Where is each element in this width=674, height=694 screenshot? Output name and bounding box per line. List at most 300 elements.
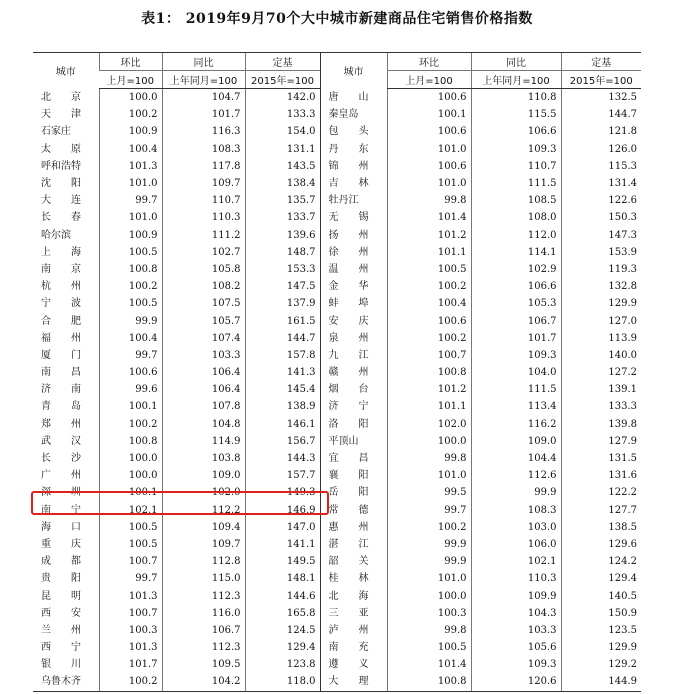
right-mom-cell: 101.0 (387, 175, 471, 192)
right-base-cell: 144.9 (561, 673, 641, 691)
left-mom-cell: 102.1 (99, 502, 162, 519)
right-city-cell: 烟 台 (320, 381, 387, 398)
table-row (33, 364, 641, 381)
left-city-cell: 天 津 (41, 109, 81, 121)
right-city-cell: 三 亚 (320, 605, 387, 622)
right-yoy-cell: 108.3 (471, 502, 561, 519)
left-mom-cell: 100.8 (99, 433, 162, 450)
right-city-cell: 牡丹江 (320, 192, 387, 209)
left-base-cell: 142.0 (245, 89, 320, 107)
left-base-cell: 138.9 (245, 398, 320, 415)
right-city-cell: 北 海 (320, 587, 387, 604)
left-mom-cell: 100.8 (99, 261, 162, 278)
right-city-cell: 唐 山 (320, 89, 387, 107)
right-mom-cell: 102.0 (387, 416, 471, 433)
right-base-cell: 122.6 (561, 192, 641, 209)
left-yoy-cell: 115.0 (162, 570, 245, 587)
left-yoy-cell: 109.7 (162, 175, 245, 192)
left-base-cell: 149.3 (245, 484, 320, 501)
table-row (33, 106, 641, 123)
table-row (33, 656, 641, 673)
right-city-cell: 丹 东 (320, 141, 387, 158)
left-yoy-cell: 109.5 (162, 656, 245, 673)
left-mom-cell: 101.7 (99, 656, 162, 673)
right-city-cell: 襄 阳 (320, 467, 387, 484)
left-base-cell: 156.7 (245, 433, 320, 450)
table-row (33, 175, 641, 192)
left-base-cell: 124.5 (245, 622, 320, 639)
left-base-cell: 123.8 (245, 656, 320, 673)
right-city-cell: 安 庆 (320, 312, 387, 329)
left-city-cell: 合 肥 (41, 315, 81, 327)
left-city-cell: 青 岛 (41, 401, 81, 413)
left-base-cell: 135.7 (245, 192, 320, 209)
table-row (33, 553, 641, 570)
right-city-cell: 泸 州 (320, 622, 387, 639)
left-yoy-cell: 107.8 (162, 398, 245, 415)
left-base-cell: 144.3 (245, 450, 320, 467)
right-base-cell: 132.8 (561, 278, 641, 295)
right-city-cell: 九 江 (320, 347, 387, 364)
left-mom-cell: 100.0 (99, 450, 162, 467)
right-base-cell: 129.4 (561, 570, 641, 587)
price-index-table (33, 52, 641, 692)
right-mom-cell: 99.9 (387, 536, 471, 553)
left-city-cell: 沈 阳 (41, 178, 81, 190)
right-city-cell: 赣 州 (320, 364, 387, 381)
left-base-cell: 148.7 (245, 244, 320, 261)
right-city-cell: 遵 义 (320, 656, 387, 673)
left-city-cell: 南 宁 (41, 504, 81, 516)
left-city-cell: 上 海 (41, 246, 81, 258)
right-yoy-cell: 104.0 (471, 364, 561, 381)
left-base-cell: 139.6 (245, 227, 320, 244)
left-base-cell: 148.1 (245, 570, 320, 587)
right-yoy-cell: 103.0 (471, 519, 561, 536)
table-row (33, 381, 641, 398)
right-city-cell: 锦 州 (320, 158, 387, 175)
left-base-cell: 149.5 (245, 553, 320, 570)
right-yoy-cell: 111.5 (471, 175, 561, 192)
left-base-cell: 131.1 (245, 141, 320, 158)
right-mom-cell: 99.8 (387, 450, 471, 467)
left-mom-cell: 100.1 (99, 398, 162, 415)
right-base-cell: 140.0 (561, 347, 641, 364)
right-yoy-cell: 104.4 (471, 450, 561, 467)
left-mom-cell: 100.4 (99, 330, 162, 347)
right-base-cell: 123.5 (561, 622, 641, 639)
left-mom-cell: 101.3 (99, 158, 162, 175)
right-base-cell: 127.7 (561, 502, 641, 519)
table-row (33, 416, 641, 433)
left-mom-cell: 100.5 (99, 519, 162, 536)
left-base-cell: 146.1 (245, 416, 320, 433)
left-base-cell: 129.4 (245, 639, 320, 656)
header-yoy-sub-right: 上年同月=100 (471, 71, 561, 89)
right-base-cell: 131.4 (561, 175, 641, 192)
left-base-cell: 141.1 (245, 536, 320, 553)
right-mom-cell: 99.5 (387, 484, 471, 501)
right-base-cell: 119.3 (561, 261, 641, 278)
left-mom-cell: 101.0 (99, 209, 162, 226)
left-mom-cell: 101.3 (99, 587, 162, 604)
table-row (33, 587, 641, 604)
right-yoy-cell: 103.3 (471, 622, 561, 639)
left-mom-cell: 99.7 (99, 347, 162, 364)
left-city-cell: 西 宁 (41, 642, 81, 654)
left-city-cell: 南 京 (41, 263, 81, 275)
left-city-cell: 兰 州 (41, 624, 81, 636)
left-yoy-cell: 110.3 (162, 209, 245, 226)
left-city-cell: 大 连 (41, 195, 81, 207)
right-mom-cell: 101.2 (387, 227, 471, 244)
right-mom-cell: 101.1 (387, 398, 471, 415)
table-body (33, 89, 641, 692)
left-base-cell: 143.5 (245, 158, 320, 175)
left-city-cell: 厦 门 (41, 349, 81, 361)
table-row (33, 450, 641, 467)
left-base-cell: 144.7 (245, 330, 320, 347)
page-title: 表1： 2019年9月70个大中城市新建商品住宅销售价格指数 (141, 11, 533, 27)
left-mom-cell: 99.6 (99, 381, 162, 398)
right-yoy-cell: 105.3 (471, 295, 561, 312)
right-base-cell: 139.8 (561, 416, 641, 433)
left-mom-cell: 100.9 (99, 227, 162, 244)
left-yoy-cell: 109.4 (162, 519, 245, 536)
right-mom-cell: 100.2 (387, 519, 471, 536)
left-yoy-cell: 116.0 (162, 605, 245, 622)
left-base-cell: 145.4 (245, 381, 320, 398)
left-city-cell: 深 圳 (41, 487, 81, 499)
right-base-cell: 150.9 (561, 605, 641, 622)
right-base-cell: 127.2 (561, 364, 641, 381)
left-yoy-cell: 112.2 (162, 502, 245, 519)
right-city-cell: 包 头 (320, 123, 387, 140)
left-yoy-cell: 106.4 (162, 381, 245, 398)
left-mom-cell: 100.6 (99, 364, 162, 381)
left-base-cell: 146.9 (245, 502, 320, 519)
left-base-cell: 153.3 (245, 261, 320, 278)
left-city-cell: 呼和浩特 (41, 160, 81, 172)
table-row (33, 123, 641, 140)
right-yoy-cell: 110.7 (471, 158, 561, 175)
table-row (33, 330, 641, 347)
right-mom-cell: 101.2 (387, 381, 471, 398)
left-city-cell: 杭 州 (41, 281, 81, 293)
table-row (33, 605, 641, 622)
table-row (33, 673, 641, 691)
left-yoy-cell: 103.3 (162, 347, 245, 364)
right-mom-cell: 100.2 (387, 330, 471, 347)
table-row (33, 158, 641, 175)
right-mom-cell: 100.1 (387, 106, 471, 123)
right-yoy-cell: 110.3 (471, 570, 561, 587)
left-city-cell: 郑 州 (41, 418, 81, 430)
right-yoy-cell: 102.1 (471, 553, 561, 570)
right-yoy-cell: 106.0 (471, 536, 561, 553)
right-base-cell: 129.2 (561, 656, 641, 673)
right-base-cell: 131.5 (561, 450, 641, 467)
right-yoy-cell: 99.9 (471, 484, 561, 501)
right-city-cell: 金 华 (320, 278, 387, 295)
table-row (33, 433, 641, 450)
left-yoy-cell: 103.8 (162, 450, 245, 467)
left-city-cell: 哈尔滨 (41, 229, 71, 241)
right-mom-cell: 101.0 (387, 141, 471, 158)
right-base-cell: 121.8 (561, 123, 641, 140)
right-city-cell: 济 宁 (320, 398, 387, 415)
right-mom-cell: 101.0 (387, 570, 471, 587)
right-yoy-cell: 111.5 (471, 381, 561, 398)
header-mom-left: 环比 (99, 53, 162, 71)
right-city-cell: 徐 州 (320, 244, 387, 261)
right-mom-cell: 100.7 (387, 347, 471, 364)
right-base-cell: 139.1 (561, 381, 641, 398)
left-base-cell: 147.0 (245, 519, 320, 536)
left-city-cell: 北 京 (41, 91, 81, 103)
header-base-right: 定基 (561, 53, 641, 71)
left-yoy-cell: 106.4 (162, 364, 245, 381)
right-yoy-cell: 112.0 (471, 227, 561, 244)
left-mom-cell: 100.7 (99, 605, 162, 622)
left-yoy-cell: 105.8 (162, 261, 245, 278)
table-row (33, 141, 641, 158)
right-base-cell: 129.9 (561, 295, 641, 312)
left-yoy-cell: 116.3 (162, 123, 245, 140)
header-base-left: 定基 (245, 53, 320, 71)
header-yoy-left: 同比 (162, 53, 245, 71)
table-row (33, 312, 641, 329)
left-base-cell: 147.5 (245, 278, 320, 295)
right-base-cell: 138.5 (561, 519, 641, 536)
left-mom-cell: 100.2 (99, 278, 162, 295)
left-base-cell: 137.9 (245, 295, 320, 312)
right-base-cell: 126.0 (561, 141, 641, 158)
right-yoy-cell: 106.6 (471, 123, 561, 140)
left-base-cell: 161.5 (245, 312, 320, 329)
right-city-cell: 蚌 埠 (320, 295, 387, 312)
left-city-cell: 宁 波 (41, 298, 81, 310)
table-row (33, 192, 641, 209)
right-yoy-cell: 112.6 (471, 467, 561, 484)
left-mom-cell: 100.9 (99, 123, 162, 140)
right-mom-cell: 100.0 (387, 433, 471, 450)
left-base-cell: 157.8 (245, 347, 320, 364)
right-yoy-cell: 108.5 (471, 192, 561, 209)
right-city-cell: 韶 关 (320, 553, 387, 570)
right-base-cell: 129.9 (561, 639, 641, 656)
left-yoy-cell: 112.3 (162, 639, 245, 656)
right-base-cell: 131.6 (561, 467, 641, 484)
right-mom-cell: 99.8 (387, 192, 471, 209)
left-mom-cell: 100.0 (99, 89, 162, 107)
left-yoy-cell: 110.7 (162, 192, 245, 209)
left-city-cell: 石家庄 (41, 126, 71, 138)
right-city-cell: 洛 阳 (320, 416, 387, 433)
left-yoy-cell: 114.9 (162, 433, 245, 450)
left-city-cell: 银 川 (41, 659, 81, 671)
left-city-cell: 广 州 (41, 470, 81, 482)
left-mom-cell: 100.3 (99, 622, 162, 639)
left-mom-cell: 100.2 (99, 106, 162, 123)
right-mom-cell: 100.5 (387, 639, 471, 656)
left-base-cell: 133.7 (245, 209, 320, 226)
right-base-cell: 147.3 (561, 227, 641, 244)
left-mom-cell: 101.3 (99, 639, 162, 656)
left-city-cell: 武 汉 (41, 435, 81, 447)
right-yoy-cell: 116.2 (471, 416, 561, 433)
left-base-cell: 165.8 (245, 605, 320, 622)
right-city-cell: 大 理 (320, 673, 387, 691)
left-city-cell: 昆 明 (41, 590, 81, 602)
table-row (33, 89, 641, 107)
right-base-cell: 124.2 (561, 553, 641, 570)
right-mom-cell: 100.3 (387, 605, 471, 622)
header-yoy-right: 同比 (471, 53, 561, 71)
left-mom-cell: 99.7 (99, 570, 162, 587)
right-city-cell: 湛 江 (320, 536, 387, 553)
right-city-cell: 扬 州 (320, 227, 387, 244)
right-yoy-cell: 106.6 (471, 278, 561, 295)
right-base-cell: 115.3 (561, 158, 641, 175)
right-city-cell: 吉 林 (320, 175, 387, 192)
left-yoy-cell: 111.2 (162, 227, 245, 244)
left-city-cell: 贵 阳 (41, 573, 81, 585)
left-base-cell: 118.0 (245, 673, 320, 691)
right-mom-cell: 100.6 (387, 158, 471, 175)
right-city-cell: 岳 阳 (320, 484, 387, 501)
right-city-cell: 温 州 (320, 261, 387, 278)
right-mom-cell: 100.6 (387, 123, 471, 140)
right-mom-cell: 100.6 (387, 89, 471, 107)
left-base-cell: 144.6 (245, 587, 320, 604)
left-mom-cell: 100.2 (99, 673, 162, 691)
left-city-cell: 成 都 (41, 556, 81, 568)
right-mom-cell: 100.6 (387, 312, 471, 329)
right-mom-cell: 100.8 (387, 673, 471, 691)
right-base-cell: 113.9 (561, 330, 641, 347)
table-row (33, 467, 641, 484)
right-yoy-cell: 109.3 (471, 656, 561, 673)
right-mom-cell: 99.8 (387, 622, 471, 639)
left-city-cell: 南 昌 (41, 367, 81, 379)
right-mom-cell: 100.4 (387, 295, 471, 312)
left-mom-cell: 100.5 (99, 244, 162, 261)
table-row (33, 278, 641, 295)
left-yoy-cell: 112.3 (162, 587, 245, 604)
left-yoy-cell: 112.8 (162, 553, 245, 570)
header-mom-right: 环比 (387, 53, 471, 71)
table-row (33, 570, 641, 587)
header-mom-sub-left: 上月=100 (99, 71, 162, 89)
right-base-cell: 129.6 (561, 536, 641, 553)
left-yoy-cell: 108.2 (162, 278, 245, 295)
right-mom-cell: 100.8 (387, 364, 471, 381)
left-mom-cell: 100.5 (99, 536, 162, 553)
left-city-cell: 长 春 (41, 212, 81, 224)
header-city-left: 城市 (33, 53, 99, 89)
left-yoy-cell: 104.8 (162, 416, 245, 433)
table-row (33, 261, 641, 278)
right-yoy-cell: 110.8 (471, 89, 561, 107)
right-base-cell: 132.5 (561, 89, 641, 107)
right-mom-cell: 101.1 (387, 244, 471, 261)
right-base-cell: 122.2 (561, 484, 641, 501)
left-yoy-cell: 109.7 (162, 536, 245, 553)
right-mom-cell: 101.0 (387, 467, 471, 484)
header-base-sub-right: 2015年=100 (561, 71, 641, 89)
right-city-cell: 惠 州 (320, 519, 387, 536)
right-city-cell: 桂 林 (320, 570, 387, 587)
left-mom-cell: 100.5 (99, 295, 162, 312)
left-base-cell: 138.4 (245, 175, 320, 192)
table-row (33, 484, 641, 501)
right-base-cell: 153.9 (561, 244, 641, 261)
left-mom-cell: 100.7 (99, 553, 162, 570)
left-yoy-cell: 102.7 (162, 244, 245, 261)
right-city-cell: 常 德 (320, 502, 387, 519)
left-yoy-cell: 104.2 (162, 673, 245, 691)
right-mom-cell: 101.4 (387, 209, 471, 226)
right-yoy-cell: 109.0 (471, 433, 561, 450)
left-base-cell: 133.3 (245, 106, 320, 123)
left-yoy-cell: 107.5 (162, 295, 245, 312)
left-mom-cell: 101.0 (99, 175, 162, 192)
right-yoy-cell: 105.6 (471, 639, 561, 656)
right-yoy-cell: 104.3 (471, 605, 561, 622)
left-yoy-cell: 101.7 (162, 106, 245, 123)
right-yoy-cell: 108.0 (471, 209, 561, 226)
left-city-cell: 福 州 (41, 332, 81, 344)
right-base-cell: 144.7 (561, 106, 641, 123)
left-yoy-cell: 107.4 (162, 330, 245, 347)
header-city-right: 城市 (320, 53, 387, 89)
left-yoy-cell: 117.8 (162, 158, 245, 175)
left-yoy-cell: 105.7 (162, 312, 245, 329)
left-yoy-cell: 109.0 (162, 467, 245, 484)
left-city-cell: 西 安 (41, 607, 81, 619)
right-yoy-cell: 101.7 (471, 330, 561, 347)
left-base-cell: 154.0 (245, 123, 320, 140)
right-city-cell: 宜 昌 (320, 450, 387, 467)
right-yoy-cell: 109.3 (471, 141, 561, 158)
left-base-cell: 157.7 (245, 467, 320, 484)
right-yoy-cell: 113.4 (471, 398, 561, 415)
left-mom-cell: 99.9 (99, 312, 162, 329)
right-city-cell: 秦皇岛 (320, 106, 387, 123)
right-base-cell: 140.5 (561, 587, 641, 604)
right-base-cell: 150.3 (561, 209, 641, 226)
left-mom-cell: 100.4 (99, 141, 162, 158)
left-city-cell: 长 沙 (41, 453, 81, 465)
header-mom-sub-right: 上月=100 (387, 71, 471, 89)
table-row (33, 209, 641, 226)
right-city-cell: 平顶山 (320, 433, 387, 450)
right-yoy-cell: 109.3 (471, 347, 561, 364)
right-city-cell: 南 充 (320, 639, 387, 656)
right-yoy-cell: 102.9 (471, 261, 561, 278)
right-yoy-cell: 114.1 (471, 244, 561, 261)
right-base-cell: 133.3 (561, 398, 641, 415)
left-mom-cell: 99.7 (99, 192, 162, 209)
left-yoy-cell: 104.7 (162, 89, 245, 107)
right-city-cell: 无 锡 (320, 209, 387, 226)
right-base-cell: 127.9 (561, 433, 641, 450)
left-city-cell: 太 原 (41, 143, 81, 155)
right-mom-cell: 99.9 (387, 553, 471, 570)
right-mom-cell: 99.7 (387, 502, 471, 519)
right-city-cell: 泉 州 (320, 330, 387, 347)
